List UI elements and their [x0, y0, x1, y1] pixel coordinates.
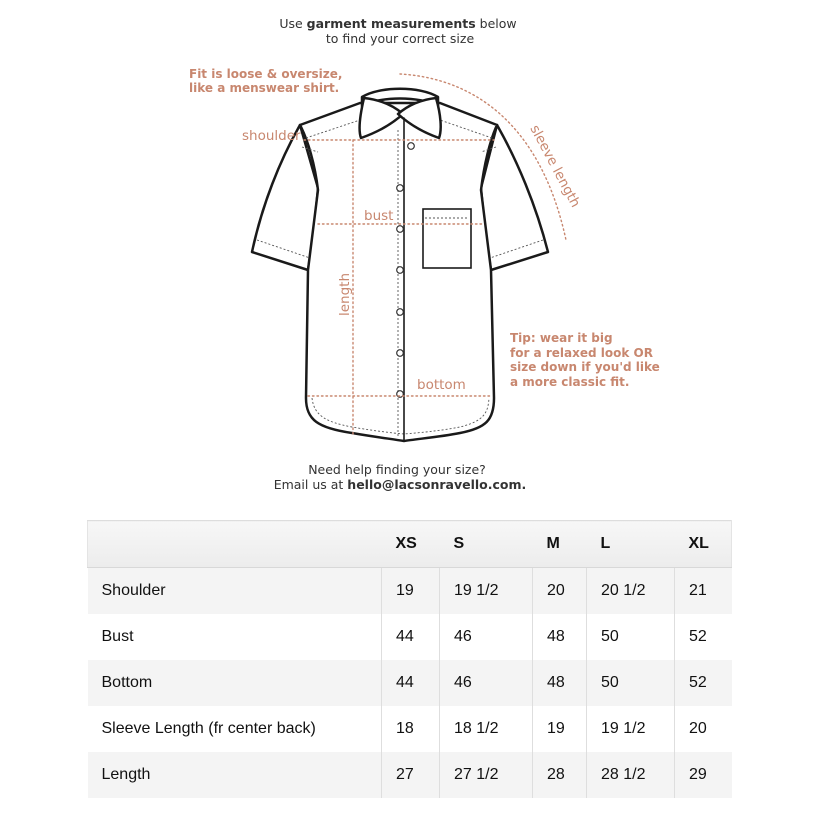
table-cell: 20: [675, 706, 732, 752]
fit-note-line-2: like a menswear shirt.: [189, 81, 340, 95]
table-row: [88, 706, 732, 752]
length-label: length: [337, 272, 353, 316]
sleeve-length-label: sleeve length: [526, 122, 584, 211]
help-line-2: [274, 477, 527, 492]
shirt-button: [397, 185, 404, 192]
table-cell: 28: [533, 752, 587, 798]
table-cell: 19: [533, 706, 587, 752]
intro-line-1-bold: garment measurements: [306, 16, 476, 31]
tip-line-4: a more classic fit.: [510, 375, 630, 389]
table-header-row: [88, 521, 732, 568]
header-cell-s: S: [440, 521, 533, 568]
help-email-link[interactable]: hello@lacsonravello.com.: [347, 477, 527, 492]
intro-line-1-suffix: below: [475, 16, 517, 31]
shirt-button: [397, 309, 404, 316]
table-row: [88, 614, 732, 660]
table-cell: 46: [440, 614, 533, 660]
table-cell: 50: [587, 614, 675, 660]
table-cell: 48: [533, 660, 587, 706]
help-line-2-prefix: Email us at: [273, 477, 348, 492]
fit-note-line-1: Fit is loose & oversize,: [189, 67, 343, 81]
shoulder-label: shoulder: [242, 128, 301, 144]
tip-line-2: for a relaxed look OR: [510, 346, 653, 360]
tip-line-1: Tip: wear it big: [510, 331, 613, 345]
row-label: Sleeve Length (fr center back): [88, 706, 382, 752]
header-cell-xl: XL: [675, 521, 732, 568]
row-label: Length: [88, 752, 382, 798]
shirt-button: [408, 143, 415, 150]
header-cell-l: L: [587, 521, 675, 568]
intro-line-1-prefix: Use: [279, 16, 307, 31]
table-cell: 21: [675, 568, 732, 614]
table-row: [88, 752, 732, 798]
table-cell: 18: [382, 706, 440, 752]
row-label: Shoulder: [88, 568, 382, 614]
bottom-label: bottom: [417, 377, 466, 393]
row-label: Bust: [88, 614, 382, 660]
shirt-button: [397, 226, 404, 233]
intro-line-2: to find your correct size: [325, 31, 475, 46]
header-cell-xs: XS: [382, 521, 440, 568]
table-cell: 46: [440, 660, 533, 706]
help-line-1: Need help finding your size?: [308, 462, 486, 477]
row-label: Bottom: [88, 660, 382, 706]
header-cell-blank: [88, 521, 382, 568]
bust-label: bust: [364, 208, 394, 224]
table-cell: 50: [587, 660, 675, 706]
table-cell: 18 1/2: [440, 706, 533, 752]
table-cell: 52: [675, 614, 732, 660]
shirt-button: [397, 350, 404, 357]
table-cell: 29: [675, 752, 732, 798]
table-cell: 28 1/2: [587, 752, 675, 798]
table-cell: 27 1/2: [440, 752, 533, 798]
size-chart-table: [87, 520, 732, 798]
table-cell: 52: [675, 660, 732, 706]
header-cell-m: M: [533, 521, 587, 568]
table-row: [88, 660, 732, 706]
table-cell: 19 1/2: [587, 706, 675, 752]
table-cell: 48: [533, 614, 587, 660]
tip-line-3: size down if you'd like: [510, 360, 660, 374]
table-cell: 44: [382, 660, 440, 706]
table-cell: 27: [382, 752, 440, 798]
shirt-button: [397, 267, 404, 274]
table-cell: 19: [382, 568, 440, 614]
table-cell: 20 1/2: [587, 568, 675, 614]
intro-line-1: [279, 16, 516, 31]
table-cell: 20: [533, 568, 587, 614]
table-cell: 44: [382, 614, 440, 660]
table-row: [88, 568, 732, 614]
table-cell: 19 1/2: [440, 568, 533, 614]
